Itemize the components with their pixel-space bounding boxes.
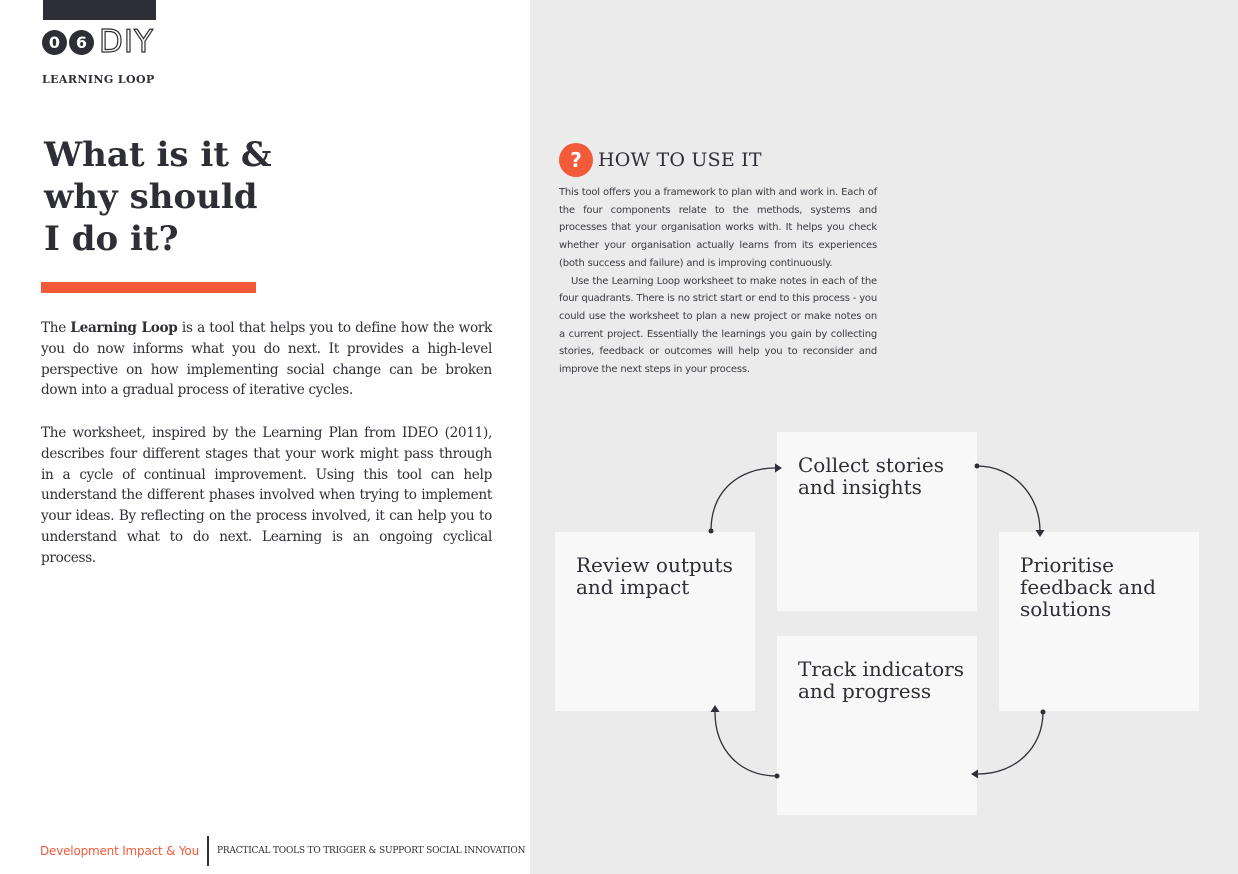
how-to-use-body xyxy=(559,184,877,379)
loop-label-review: Review outputs and impact xyxy=(576,553,733,599)
loop-box-collect xyxy=(777,432,977,611)
loop-label-track: Track indicators and progress xyxy=(798,657,965,703)
intro-paragraph-2: The worksheet, inspired by the Learning Plan from IDEO (2011), describes four different stages that your work might pass through in a cycle of continual improvement. Using this tool can help understand the different phases involved when trying to implement your ideas. By reflecting on the process involved, it can help you to understand what to do next. Learning is an ongoing cyclical process. xyxy=(41,425,492,566)
footer-brand: Development Impact & You xyxy=(40,844,199,858)
number-digit-6: 6 xyxy=(69,30,94,55)
page-footer xyxy=(40,836,525,866)
loop-box-review xyxy=(555,532,755,711)
question-mark-icon: ? xyxy=(559,143,593,177)
how-to-use-header xyxy=(559,143,762,177)
intro-text-start: The xyxy=(41,320,71,336)
number-digit-0: 0 xyxy=(42,30,67,55)
footer-divider xyxy=(207,836,209,866)
learning-loop-term: Learning Loop xyxy=(70,320,178,336)
diy-section-number xyxy=(42,24,154,60)
loop-box-track xyxy=(777,636,977,815)
loop-label-collect: Collect stories and insights xyxy=(798,453,944,499)
loop-box-prioritise xyxy=(999,532,1199,711)
accent-divider xyxy=(41,282,256,293)
footer-tagline: PRACTICAL TOOLS TO TRIGGER & SUPPORT SOCIAL INNOVATION xyxy=(216,846,526,856)
page-heading: What is it & why should I do it? xyxy=(44,135,272,259)
section-label: LEARNING LOOP xyxy=(42,73,155,86)
diy-label: DIY xyxy=(99,24,154,60)
loop-label-prioritise: Prioritise feedback and solutions xyxy=(1020,553,1156,621)
how-to-use-paragraph-1: This tool offers you a framework to plan with and work in. Each of the four components relate to the methods, systems and processes that your organisation works with. It helps you check whether your organisation actually learns from its experiences (both success and failure) and is improving continuously. xyxy=(559,187,877,269)
how-to-use-title: HOW TO USE IT xyxy=(598,149,762,171)
intro-paragraph-1 xyxy=(41,318,492,401)
top-color-block xyxy=(43,0,156,20)
intro-text-rest: is a tool that helps you to define how the work you do now informs what you do next. It provides a high-level perspective on how implementing social change can be broken down into a gradual process of iterative cycles. xyxy=(41,320,492,399)
how-to-use-paragraph-2: Use the Learning Loop worksheet to make notes in each of the four quadrants. There is no strict start or end to this process - you could use the worksheet to plan a new project or make notes on a current project. Essentially the learnings you gain by collecting stories, feedback or outcomes will help you to reconsider and improve the next steps in your process. xyxy=(559,275,877,376)
